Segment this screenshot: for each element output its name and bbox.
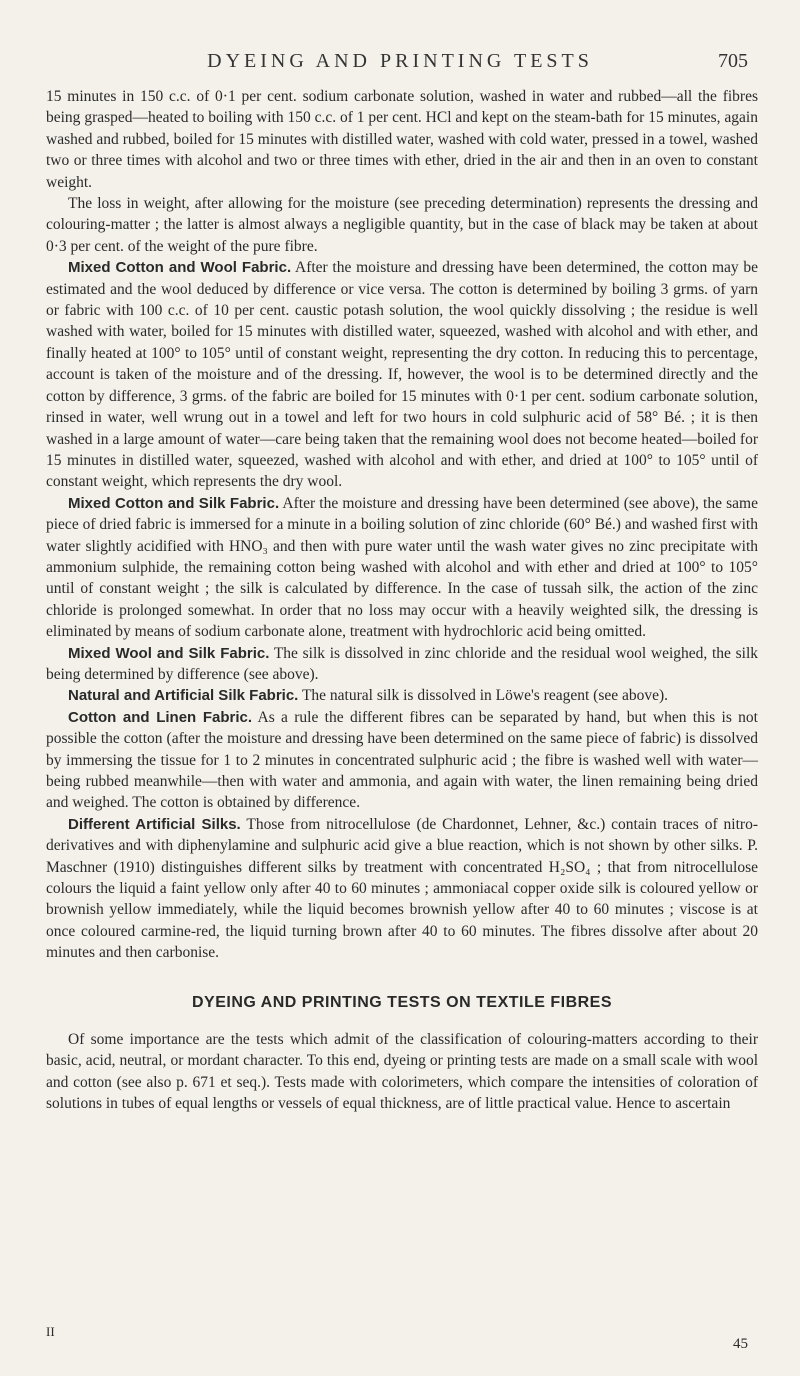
paragraph-dressing-loss: The loss in weight, after allowing for the moisture (see preceding determination) represents the dressing and colouring-matter ; the latter is almost always a negligible quantity, but in the case of black may be taken at about 0·3 per cent. of the weight of the pure fibre. <box>46 195 758 255</box>
page-number: 705 <box>718 50 748 72</box>
running-head: DYEING AND PRINTING TESTS <box>207 50 593 72</box>
paragraph-lead: Mixed Cotton and Silk Fabric. <box>68 494 280 512</box>
sheet-number: 45 <box>733 1336 748 1352</box>
paragraph-continuation: 15 minutes in 150 c.c. of 0·1 per cent. sodium carbonate solution, washed in water and rubbed—all the fibres being grasped—heated to boiling with 150 c.c. of 1 per cent. HCl and kept on the steam-bath for 15 minutes, again washed and rubbed, boiled for 15 minutes with distilled water, washed with cold water, pressed in a towel, washed two or three times with alcohol and two or three times with ether, dried in the air and then in an oven to constant weight. <box>46 88 758 191</box>
paragraph-lead: Different Artificial Silks. <box>68 815 241 833</box>
paragraph-lead: Mixed Cotton and Wool Fabric. <box>68 259 292 277</box>
paragraph-artificial-silks: Different Artificial Silks. Those from nitrocellulose (de Chardonnet, Lehner, &c.) contain traces of nitro-derivatives and with diphenylamine and sulphuric acid give a blue reaction, which is not shown by other silks. P. Maschner (1910) distinguishes different silks by treatment with concentrated H₂SO₄ ; that from nitrocellulose colours the liquid a faint yellow only after 40 to 60 minutes ; ammoniacal copper oxide silk is coloured yellow or brownish yellow immediately, while the liquid becomes brownish yellow after 40 to 60 minutes ; viscose is at once coloured carmine-red, the liquid turning brown after 40 to 60 minutes. The fibres dissolve after about 20 minutes and then carbonise. <box>46 815 758 962</box>
signature-mark: II <box>46 1324 55 1339</box>
paragraph-natural-artificial-silk: Natural and Artificial Silk Fabric. The natural silk is dissolved in Löwe's reagent (see above). <box>68 687 669 705</box>
paragraph-cotton-silk: Mixed Cotton and Silk Fabric. After the moisture and dressing have been determined (see above), the same piece of dried fabric is immersed for a minute in a boiling solution of zinc chloride (60° Bé.) and washed first with water slightly acidified with HNO₃ and then with pure water until the wash water gives no zinc precipitate with ammonium sulphide, the remaining cotton being washed with alcohol and with ether and dried at 100° to 105° until of constant weight ; the silk is calculated by difference. In the case of tussah silk, the action of the zinc chloride is prolonged somewhat. In order that no loss may occur with a heavily weighted silk, the dressing is eliminated by means of sodium carbonate alone, treatment with hydrochloric acid being omitted. <box>46 494 758 641</box>
body-text <box>46 86 758 1115</box>
section-heading: DYEING AND PRINTING TESTS ON TEXTILE FIBRES <box>191 993 613 1011</box>
paragraph-wool-silk: Mixed Wool and Silk Fabric. The silk is dissolved in zinc chloride and the residual wool weighed, the silk being determined by difference (see above). <box>46 644 759 683</box>
paragraph-lead: Mixed Wool and Silk Fabric. <box>68 644 270 662</box>
paragraph-lead: Cotton and Linen Fabric. <box>68 708 253 726</box>
paragraph-cotton-wool: Mixed Cotton and Wool Fabric. After the moisture and dressing have been determined, the cotton may be estimated and the wool deduced by difference or vice versa. The cotton is determined by boiling 3 grms. of yarn or fabric with 100 c.c. of 10 per cent. caustic potash solution, the wool quickly dissolving ; the residue is well washed with water, boiled for 15 minutes with distilled water, squeezed, washed with alcohol and with ether, and finally heated at 100° to 105° until of constant weight, representing the dry cotton. In reducing this to percentage, account is taken of the moisture and of the dressing. If, however, the wool is to be determined directly and the cotton by difference, 3 grms. of the fabric are boiled for 15 minutes with 0·1 per cent. sodium carbonate solution, rinsed in water, well wrung out in a towel and left for two hours in cold sulphuric acid of 58° Bé. ; it is then washed in a large amount of water—care being taken that the remaining wool does not become heated—boiled for 15 minutes in distilled water, squeezed, washed with alcohol and with ether, and dried at 100° to 105° until of constant weight, which represents the dry wool. <box>46 259 758 491</box>
paragraph-section-intro: Of some importance are the tests which admit of the classification of colouring-matters according to their basic, acid, neutral, or mordant character. To this end, dyeing or printing tests are made on a small scale with wool and cotton (see also p. 671 et seq.). Tests made with colorimeters, which compare the intensities of coloration of solutions in tubes of equal lengths or vessels of equal thickness, are of little practical value. Hence to ascertain <box>46 1031 758 1113</box>
paragraph-cotton-linen: Cotton and Linen Fabric. As a rule the different fibres can be separated by hand, but when this is not possible the cotton (after the moisture and dressing have been determined on the same piece of fabric) is dissolved by immersing the tissue for 1 to 2 minutes in concentrated sulphuric acid ; the fibre is washed well with water—being rubbed meanwhile—then with water and ammonia, and again with water, the linen remaining being dried and weighed. The cotton is obtained by difference. <box>46 708 758 812</box>
paragraph-lead: Natural and Artificial Silk Fabric. <box>68 687 299 705</box>
